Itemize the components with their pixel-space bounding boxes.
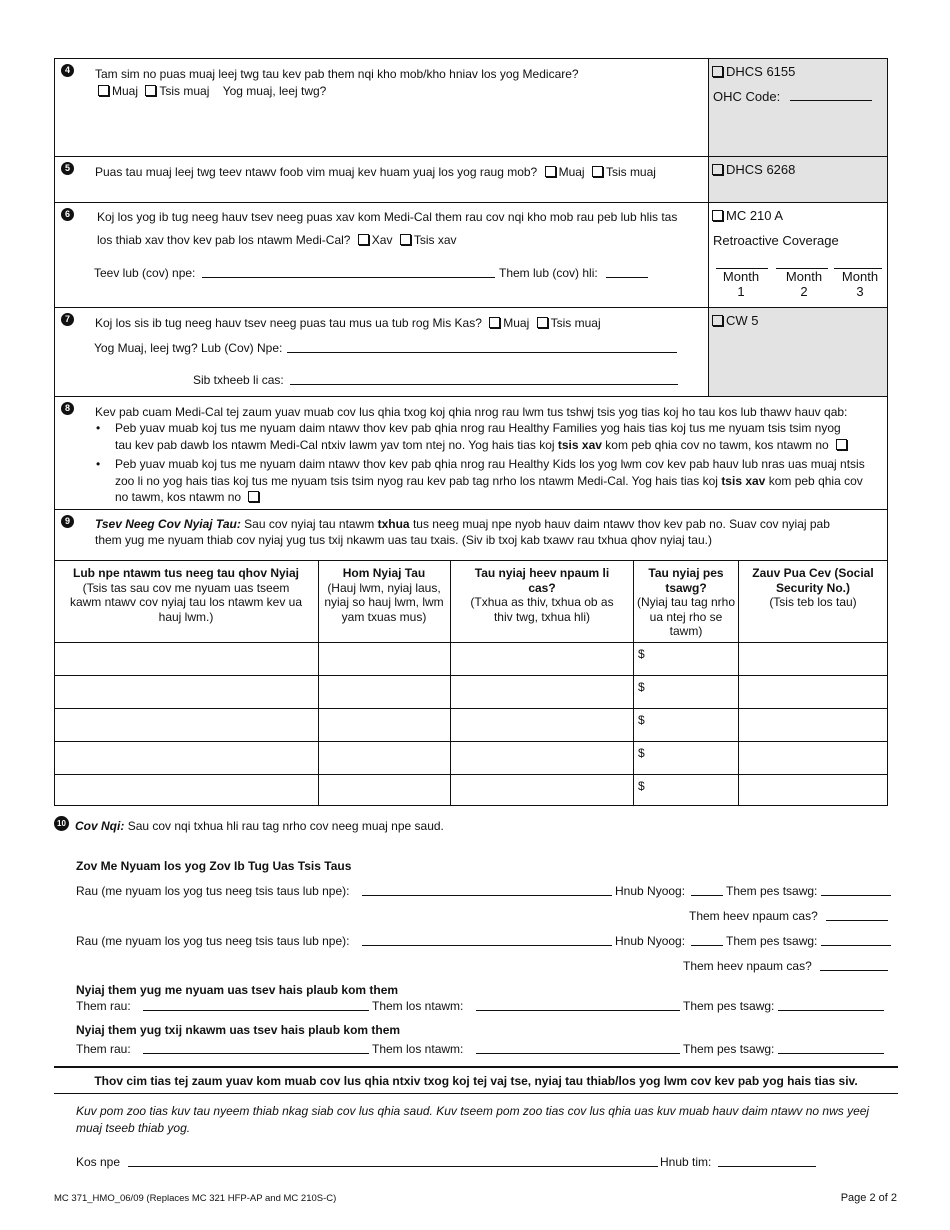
q8-bullet1-line2: [115, 438, 850, 452]
q6-question-text2: los thiab xav thov kev pab los ntawm Medi-Cal?: [97, 233, 351, 247]
q5-yes-label: Muaj: [558, 165, 585, 179]
month-3-label: [832, 270, 888, 299]
q4-ohc-code-field[interactable]: [790, 100, 872, 101]
q7-no-checkbox[interactable]: [537, 317, 548, 328]
q7-number: 7: [61, 313, 74, 326]
q4-no-label: Tsis muaj: [159, 84, 210, 98]
income-header-amount: [636, 566, 736, 639]
income-cell[interactable]: [55, 775, 318, 807]
attestation-line1: Kuv pom zoo tias kuv tau nyeem thiab nkag siab cov lus qhia saud. Kuv tseem pom zoo tias cov lus qhia uas kuv muab hauv daim ntawv no nws yeej: [76, 1104, 870, 1118]
q7-row: [95, 316, 601, 330]
q4-side-form: [712, 64, 795, 79]
q6-number: 6: [61, 208, 74, 221]
q8-bullet1-text-a: tau kev pab dawb los ntawm Medi-Cal ntxiv lawm yav tom ntej no. Yog hais tias koj: [115, 438, 555, 452]
childcare2-amount-field[interactable]: [821, 945, 891, 946]
q7-name-label: Yog Muaj, leej twg? Lub (Cov) Npe:: [94, 341, 283, 355]
q4-side-form-label: DHCS 6155: [726, 64, 796, 79]
q5-number: 5: [61, 162, 74, 175]
currency-symbol: $: [638, 647, 645, 661]
q5-row: [95, 165, 656, 179]
q8-bullet2-bold: tsis xav: [721, 474, 766, 488]
income-cell[interactable]: [451, 742, 633, 774]
q7-yes-checkbox[interactable]: [489, 317, 500, 328]
month-3-number: 3: [856, 283, 864, 299]
q8-bullet2-line1: Peb yuav muab koj tus me nyuam daim ntawv thov kev pab qhia nrog rau Healthy Kids los yog lwm cov kev pab hauv lub nras uas muaj ntsis: [115, 457, 865, 471]
q6-question-line2: [97, 233, 457, 247]
child-support-to-label: Them rau:: [76, 999, 131, 1013]
income-cell[interactable]: [55, 643, 318, 675]
month-1-label: [712, 270, 770, 299]
spousal-support-to-field[interactable]: [143, 1053, 369, 1054]
q5-side-form: [712, 162, 795, 177]
footer-form-id: MC 371_HMO_06/09 (Replaces MC 321 HFP-AP and MC 210S-C): [54, 1193, 337, 1204]
month-2-number: 2: [800, 283, 808, 299]
childcare1-freq-label: Them heev npaum cas?: [689, 909, 818, 923]
child-support-amount-label: Them pes tsawg:: [683, 999, 775, 1013]
child-support-from-field[interactable]: [476, 1010, 680, 1011]
income-cell[interactable]: [634, 709, 738, 741]
q6-no-label: Tsis xav: [413, 233, 457, 247]
q8-bullet2-line2: [115, 474, 863, 488]
income-cell[interactable]: [739, 676, 887, 708]
income-header-ssn: [740, 566, 886, 610]
q4-number: 4: [61, 64, 74, 77]
child-support-from-label: Them los ntawm:: [372, 999, 464, 1013]
q7-branch-label: Sib txheeb li cas:: [193, 373, 284, 387]
q9-text-a: Sau cov nyiaj tau ntawm: [244, 517, 375, 531]
spousal-support-title: Nyiaj them yug txij nkawm uas tsev hais plaub kom them: [76, 1023, 401, 1037]
q8-opt-out-healthy-kids-checkbox[interactable]: [248, 491, 259, 502]
q6-side-checkbox[interactable]: [712, 210, 723, 221]
child-support-to-field[interactable]: [143, 1010, 369, 1011]
q7-question: Koj los sis ib tug neeg hauv tsev neeg puas tau mus ua tub rog Mis Kas?: [95, 316, 482, 330]
q5-yes-checkbox[interactable]: [545, 166, 556, 177]
income-cell[interactable]: [451, 775, 633, 807]
footer-page-number: Page 2 of 2: [840, 1192, 897, 1204]
income-cell[interactable]: [634, 742, 738, 774]
q9-title: Tsev Neeg Cov Nyiaj Tau:: [95, 517, 241, 531]
income-cell[interactable]: [634, 643, 738, 675]
q6-side-sub: Retroactive Coverage: [713, 233, 839, 248]
q7-branch-field[interactable]: [290, 384, 678, 385]
currency-symbol: $: [638, 713, 645, 727]
spousal-support-from-field[interactable]: [476, 1053, 680, 1054]
month-1-word: Month: [722, 269, 760, 284]
q6-side-form: [712, 208, 783, 223]
currency-symbol: $: [638, 746, 645, 760]
notice-top-rule: [54, 1066, 898, 1068]
q7-yes-label: Muaj: [503, 316, 530, 330]
childcare1-day-label: Hnub Nyoog:: [615, 884, 686, 898]
date-field[interactable]: [718, 1166, 816, 1167]
income-cell[interactable]: [451, 709, 633, 741]
income-header-name-title: Lub npe ntawm tus neeg tau qhov Nyiaj: [72, 566, 300, 580]
income-header-frequency: [455, 566, 629, 624]
income-header-amount-sub: (Nyiaj tau tag nrho ua ntej rho se tawm): [636, 595, 736, 638]
income-cell[interactable]: [319, 709, 450, 741]
month-3-word: Month: [841, 269, 879, 284]
q8-intro: Kev pab cuam Medi-Cal tej zaum yuav muab cov lus qhia txog koj qhia nrog rau lwm tus tshwj tsis yog tias koj ho tau kos lub thawv hauv qab:: [95, 405, 848, 419]
income-header-name-sub: (Tsis tas sau cov me nyuam uas tseem kawm ntawv cov nyiaj tau los ntawm kev ua hauj lwm.): [69, 580, 303, 624]
q7-side-form-label: CW 5: [726, 313, 759, 328]
income-header-amount-title: Tau nyiaj pes tsawg?: [648, 566, 724, 595]
income-cell[interactable]: [55, 742, 318, 774]
income-cell[interactable]: [319, 643, 450, 675]
income-cell[interactable]: [739, 643, 887, 675]
q5-box: [54, 156, 709, 203]
income-cell[interactable]: [634, 775, 738, 807]
date-label: Hnub tim:: [660, 1155, 712, 1169]
month-2-word: Month: [785, 269, 823, 284]
income-cell[interactable]: [451, 676, 633, 708]
income-header-frequency-sub: (Txhua as thiv, txhua ob as thiv twg, txhua hli): [470, 595, 614, 624]
spousal-support-amount-field[interactable]: [778, 1053, 884, 1054]
childcare2-paid-label: Rau (me nyuam los yog tus neeg tsis taus lub npe):: [76, 934, 350, 948]
income-cell[interactable]: [319, 775, 450, 807]
q4-side-checkbox[interactable]: [712, 66, 723, 77]
q7-no-label: Tsis muaj: [550, 316, 601, 330]
notice-text: Thov cim tias tej zaum yuav kom muab cov lus qhia ntxiv txog koj tej vaj tse, nyiaj tau thiab/los yog lwm cov kev pab yog hais tias siv.: [94, 1074, 858, 1088]
child-support-title: Nyiaj them yug me nyuam uas tsev hais plaub kom them: [76, 983, 399, 997]
q8-bullet1-line1: Peb yuav muab koj tus me nyuam daim ntawv thov kev pab qhia nrog rau Healthy Families yog hais tias koj tus me nyuam tsis tsim nyog: [115, 421, 841, 435]
month-1-number: 1: [737, 283, 745, 299]
child-support-amount-field[interactable]: [778, 1010, 884, 1011]
childcare1-paid-label: Rau (me nyuam los yog tus neeg tsis taus lub npe):: [76, 884, 350, 898]
signature-field[interactable]: [128, 1166, 658, 1167]
currency-symbol: $: [638, 680, 645, 694]
childcare2-freq-field[interactable]: [820, 970, 888, 971]
q4-followup: Yog muaj, leej twg?: [222, 84, 327, 98]
q9-number: 9: [61, 515, 74, 528]
q6-yes-checkbox[interactable]: [358, 234, 369, 245]
q5-no-label: Tsis muaj: [605, 165, 656, 179]
signature-label: Kos npe: [76, 1155, 121, 1169]
childcare1-name-field[interactable]: [362, 895, 612, 896]
q9-text-bold: txhua: [377, 517, 410, 531]
childcare1-amount-label: Them pes tsawg:: [726, 884, 818, 898]
q9-line2: them yug me nyuam thiab cov nyiaj yug tus txij nkawm uas tau txais. (Siv ib txoj kab txawv rau txhua qhov nyiaj tau.): [95, 533, 712, 547]
q6-yes-label: Xav: [371, 233, 393, 247]
q7-side-form: [712, 313, 759, 328]
q5-side-checkbox[interactable]: [712, 164, 723, 175]
q5-no-checkbox[interactable]: [592, 166, 603, 177]
notice-bottom-rule: [54, 1093, 898, 1094]
q7-side-checkbox[interactable]: [712, 315, 723, 326]
q9-line1: [95, 517, 830, 531]
childcare1-amount-field[interactable]: [821, 895, 891, 896]
q10-line: [75, 819, 444, 833]
q8-bullet1-text-b: kom peb qhia cov no tawm, kos ntawm no: [605, 438, 829, 452]
income-header-name: [58, 566, 314, 624]
q4-yes-label: Muaj: [112, 84, 139, 98]
income-cell[interactable]: [55, 676, 318, 708]
income-header-type: [320, 566, 448, 624]
q4-options: [94, 84, 326, 98]
q6-no-checkbox[interactable]: [400, 234, 411, 245]
income-cell[interactable]: [55, 709, 318, 741]
q6-month-field[interactable]: [606, 277, 648, 278]
income-cell[interactable]: [739, 742, 887, 774]
childcare2-freq-label: Them heev npaum cas?: [683, 959, 812, 973]
q10-number: 10: [54, 816, 69, 831]
spousal-support-from-label: Them los ntawm:: [372, 1042, 464, 1056]
q8-bullet2-text-a: zoo li no yog hais tias koj tus me nyuam tsis tsim nyog rau kev pab tag nrho los ntawm Medi-Cal. Yog hais tias koj: [115, 474, 718, 488]
income-cell[interactable]: [319, 676, 450, 708]
income-header-ssn-sub: (Tsis teb los tau): [769, 595, 857, 609]
q8-bullet2-text-b: kom peb qhia cov: [768, 474, 863, 488]
q8-bullet2-dot: •: [96, 457, 101, 471]
spousal-support-to-label: Them rau:: [76, 1042, 131, 1056]
childcare2-day-field[interactable]: [691, 945, 723, 946]
q8-opt-out-healthy-families-checkbox[interactable]: [836, 439, 847, 450]
childcare2-day-label: Hnub Nyoog:: [615, 934, 686, 948]
income-cell[interactable]: [634, 676, 738, 708]
income-header-type-title: Hom Nyiaj Tau: [342, 566, 426, 580]
q5-question: Puas tau muaj leej twg teev ntawv foob vim muaj kev huam yuaj los yog raug mob?: [95, 165, 538, 179]
q8-bullet2-line3: [115, 490, 262, 504]
income-header-type-sub: (Hauj lwm, nyiaj laus, nyiaj so hauj lwm, lwm yam txuas mus): [324, 580, 444, 624]
spousal-support-amount-label: Them pes tsawg:: [683, 1042, 775, 1056]
q4-no-checkbox[interactable]: [145, 85, 156, 96]
childcare2-name-field[interactable]: [362, 945, 612, 946]
q4-yes-checkbox[interactable]: [98, 85, 109, 96]
q9-text-b: tus neeg muaj npe nyob hauv daim ntawv thov kev pab no. Suav cov nyiaj pab: [412, 517, 830, 531]
q4-ohc-code-label: OHC Code:: [713, 89, 781, 104]
q6-name-field[interactable]: [202, 277, 495, 278]
childcare1-freq-field[interactable]: [826, 920, 888, 921]
income-cell[interactable]: [451, 643, 633, 675]
q6-side-form-label: MC 210 A: [726, 208, 784, 223]
q6-month-label: Them lub (cov) hli:: [499, 266, 598, 280]
q8-bullet1-dot: •: [96, 421, 101, 435]
income-header-frequency-title: Tau nyiaj heev npaum li cas?: [474, 566, 610, 595]
q7-name-field[interactable]: [287, 352, 677, 353]
q10-text: Sau cov nqi txhua hli rau tag nrho cov neeg muaj npe saud.: [127, 819, 444, 833]
q8-bullet2-text-c: no tawm, kos ntawm no: [115, 490, 242, 504]
q10-title: Cov Nqi:: [75, 819, 125, 833]
childcare1-day-field[interactable]: [691, 895, 723, 896]
attestation-line2: muaj tseeb thiab yog.: [76, 1121, 191, 1135]
q6-question-line1: Koj los yog ib tug neeg hauv tsev neeg puas xav kom Medi-Cal them rau cov nqi kho mob rau peb lub hlis tas: [97, 210, 678, 224]
income-cell[interactable]: [319, 742, 450, 774]
income-header-ssn-title: Zauv Pua Cev (Social Security No.): [752, 566, 874, 595]
q8-number: 8: [61, 402, 74, 415]
currency-symbol: $: [638, 779, 645, 793]
childcare2-amount-label: Them pes tsawg:: [726, 934, 818, 948]
month-2-label: [775, 270, 833, 299]
q5-side-form-label: DHCS 6268: [726, 162, 796, 177]
q4-question: Tam sim no puas muaj leej twg tau kev pab them nqi kho mob/kho hniav los yog Medicare?: [95, 67, 579, 81]
income-cell[interactable]: [739, 775, 887, 807]
q6-name-label: Teev lub (cov) npe:: [94, 266, 196, 280]
childcare-title: Zov Me Nyuam los yog Zov Ib Tug Uas Tsis Taus: [76, 859, 352, 873]
q8-bullet1-bold: tsis xav: [557, 438, 602, 452]
income-cell[interactable]: [739, 709, 887, 741]
